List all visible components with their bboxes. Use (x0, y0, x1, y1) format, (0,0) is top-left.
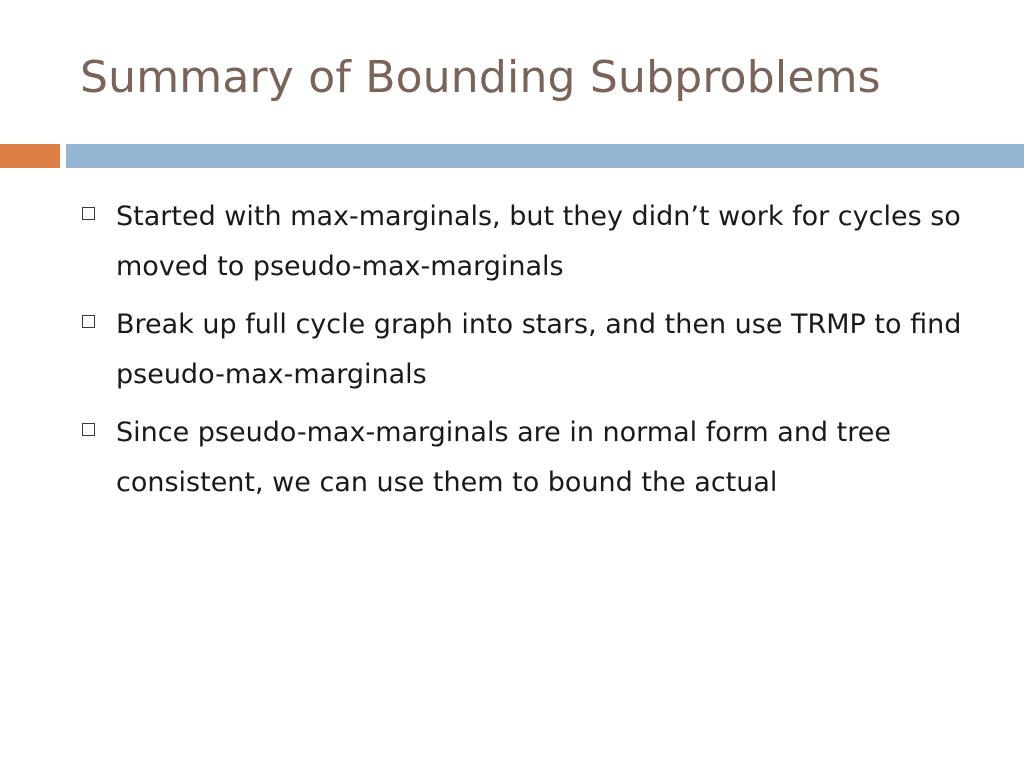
bullet-item (82, 300, 962, 400)
hollow-square-bullet-icon (82, 315, 95, 328)
bullet-text: Break up full cycle graph into stars, and then use TRMP to find pseudo-max-marginals (116, 309, 962, 390)
bullet-text: Since pseudo-max-marginals are in normal form and tree consistent, we can use them to bound the actual (116, 417, 891, 498)
bullet-text: Started with max-marginals, but they didn’t work for cycles so moved to pseudo-max-marginals (116, 201, 961, 282)
hollow-square-bullet-icon (82, 423, 95, 436)
bullet-list (82, 192, 962, 516)
title-rule-accent (0, 144, 60, 168)
slide-title: Summary of Bounding Subproblems (80, 52, 881, 103)
bullet-item (82, 408, 962, 508)
hollow-square-bullet-icon (82, 207, 95, 220)
bullet-item (82, 192, 962, 292)
title-rule (66, 144, 1024, 168)
